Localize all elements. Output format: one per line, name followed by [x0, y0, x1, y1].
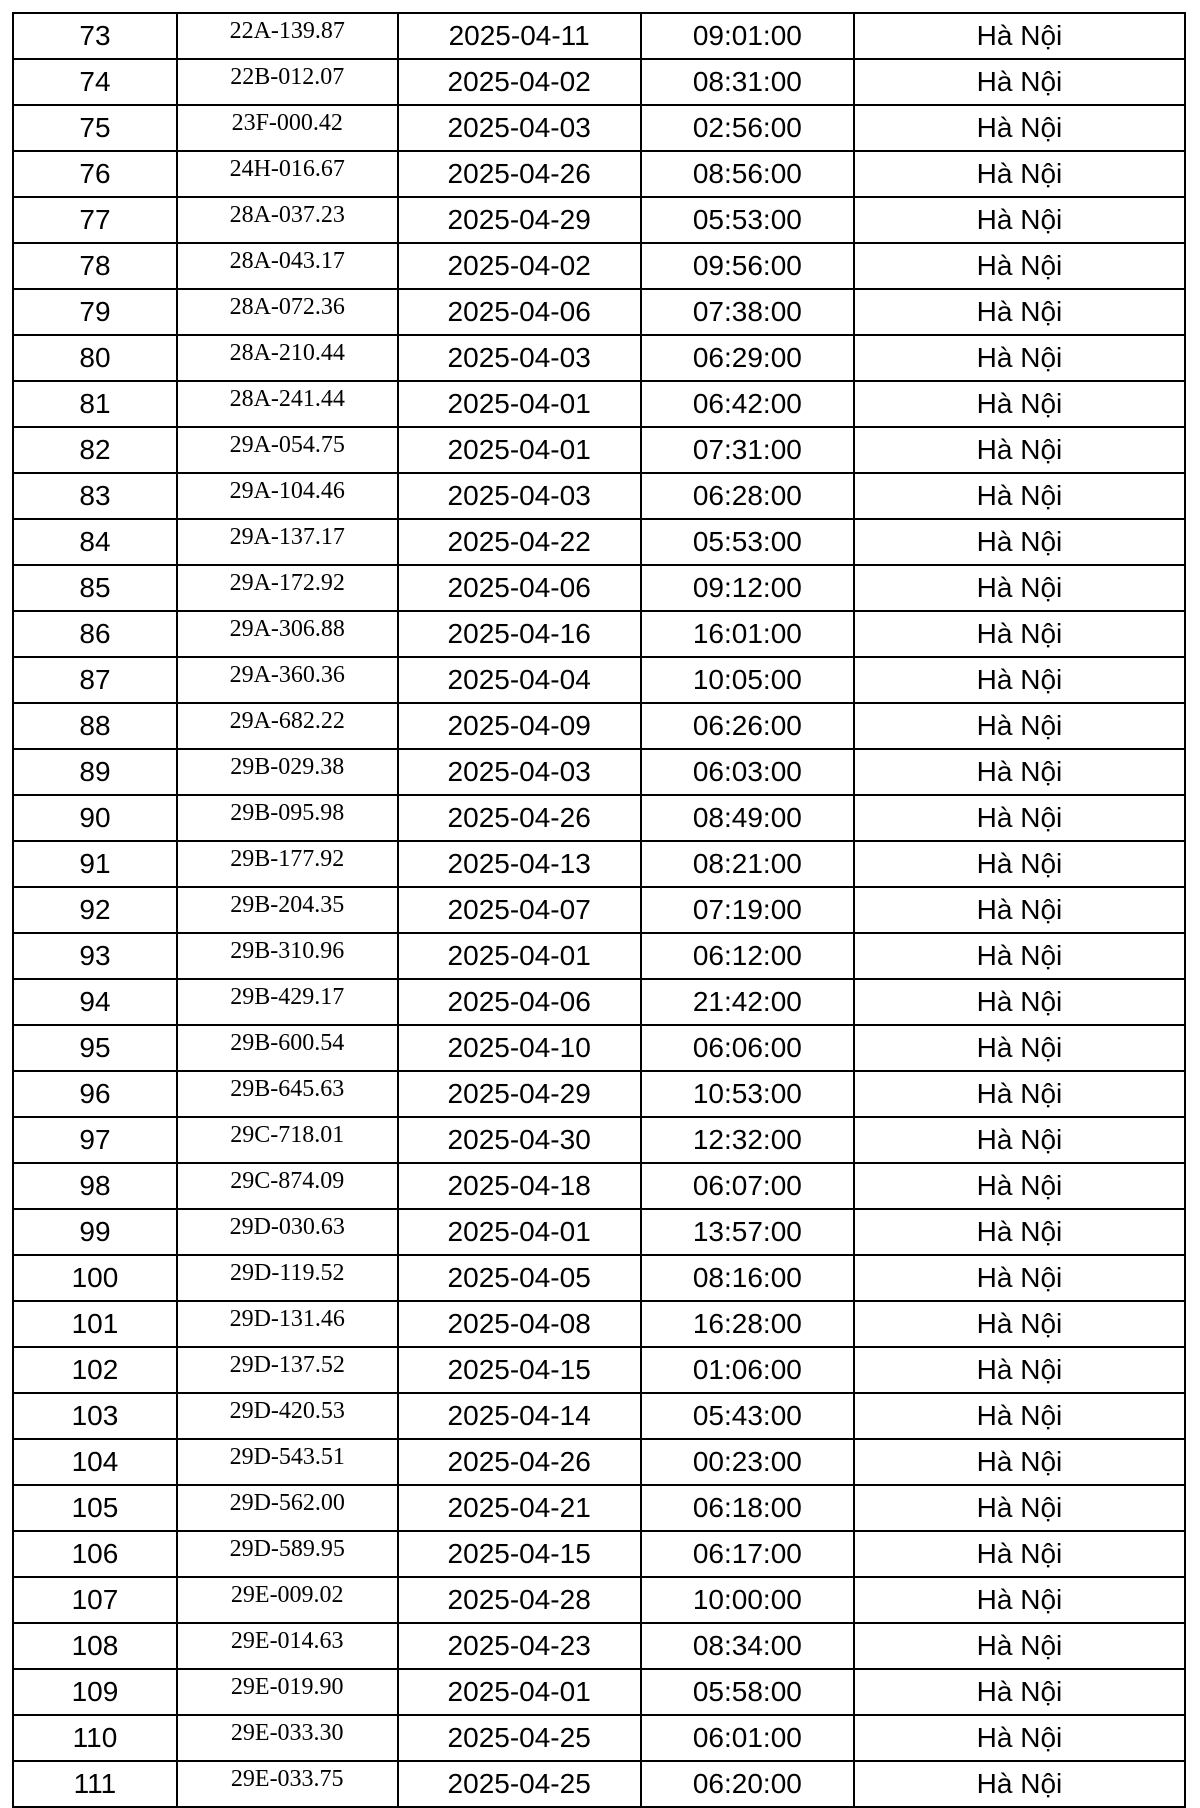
time-cell: 06:29:00: [641, 335, 854, 381]
time-cell: 06:18:00: [641, 1485, 854, 1531]
table-row: [13, 1117, 1185, 1163]
time-cell: 06:20:00: [641, 1761, 854, 1807]
row-number-cell: 86: [13, 611, 177, 657]
location-cell: Hà Nội: [854, 565, 1185, 611]
row-number-cell: 109: [13, 1669, 177, 1715]
location-cell: Hà Nội: [854, 473, 1185, 519]
row-number-cell: 82: [13, 427, 177, 473]
license-plate-cell: 29B-310.96: [177, 933, 398, 979]
location-cell: Hà Nội: [854, 13, 1185, 59]
date-cell: 2025-04-26: [398, 1439, 641, 1485]
table-row: [13, 1485, 1185, 1531]
time-cell: 06:06:00: [641, 1025, 854, 1071]
location-cell: Hà Nội: [854, 979, 1185, 1025]
table-row: [13, 749, 1185, 795]
row-number-cell: 104: [13, 1439, 177, 1485]
license-plate-cell: 28A-241.44: [177, 381, 398, 427]
table-row: [13, 887, 1185, 933]
location-cell: Hà Nội: [854, 1623, 1185, 1669]
date-cell: 2025-04-03: [398, 335, 641, 381]
location-cell: Hà Nội: [854, 1761, 1185, 1807]
date-cell: 2025-04-08: [398, 1301, 641, 1347]
row-number-cell: 110: [13, 1715, 177, 1761]
license-plate-cell: 29B-029.38: [177, 749, 398, 795]
location-cell: Hà Nội: [854, 1531, 1185, 1577]
row-number-cell: 95: [13, 1025, 177, 1071]
date-cell: 2025-04-02: [398, 59, 641, 105]
time-cell: 09:01:00: [641, 13, 854, 59]
time-cell: 08:16:00: [641, 1255, 854, 1301]
date-cell: 2025-04-06: [398, 565, 641, 611]
date-cell: 2025-04-06: [398, 979, 641, 1025]
row-number-cell: 74: [13, 59, 177, 105]
table-row: [13, 105, 1185, 151]
date-cell: 2025-04-01: [398, 933, 641, 979]
time-cell: 07:31:00: [641, 427, 854, 473]
license-plate-cell: 29A-682.22: [177, 703, 398, 749]
date-cell: 2025-04-01: [398, 1669, 641, 1715]
row-number-cell: 102: [13, 1347, 177, 1393]
time-cell: 06:17:00: [641, 1531, 854, 1577]
license-plate-cell: 29B-600.54: [177, 1025, 398, 1071]
row-number-cell: 87: [13, 657, 177, 703]
time-cell: 06:12:00: [641, 933, 854, 979]
license-plate-cell: 29E-033.30: [177, 1715, 398, 1761]
time-cell: 06:07:00: [641, 1163, 854, 1209]
table-row: [13, 1163, 1185, 1209]
location-cell: Hà Nội: [854, 795, 1185, 841]
row-number-cell: 78: [13, 243, 177, 289]
date-cell: 2025-04-05: [398, 1255, 641, 1301]
location-cell: Hà Nội: [854, 335, 1185, 381]
row-number-cell: 103: [13, 1393, 177, 1439]
table-row: [13, 795, 1185, 841]
license-plate-cell: 29D-420.53: [177, 1393, 398, 1439]
row-number-cell: 101: [13, 1301, 177, 1347]
row-number-cell: 80: [13, 335, 177, 381]
row-number-cell: 73: [13, 13, 177, 59]
license-plate-cell: 22B-012.07: [177, 59, 398, 105]
location-cell: Hà Nội: [854, 1163, 1185, 1209]
time-cell: 05:53:00: [641, 519, 854, 565]
row-number-cell: 83: [13, 473, 177, 519]
license-plate-cell: 29B-429.17: [177, 979, 398, 1025]
date-cell: 2025-04-14: [398, 1393, 641, 1439]
table-row: [13, 1761, 1185, 1807]
location-cell: Hà Nội: [854, 933, 1185, 979]
date-cell: 2025-04-28: [398, 1577, 641, 1623]
table-row: [13, 1071, 1185, 1117]
date-cell: 2025-04-03: [398, 473, 641, 519]
row-number-cell: 77: [13, 197, 177, 243]
table-row: [13, 841, 1185, 887]
location-cell: Hà Nội: [854, 1577, 1185, 1623]
time-cell: 09:56:00: [641, 243, 854, 289]
time-cell: 10:05:00: [641, 657, 854, 703]
license-plate-cell: 29C-874.09: [177, 1163, 398, 1209]
license-plate-cell: 29E-019.90: [177, 1669, 398, 1715]
table-row: [13, 565, 1185, 611]
row-number-cell: 97: [13, 1117, 177, 1163]
table-row: [13, 473, 1185, 519]
license-plate-cell: 29A-172.92: [177, 565, 398, 611]
license-plate-cell: 29E-033.75: [177, 1761, 398, 1807]
time-cell: 01:06:00: [641, 1347, 854, 1393]
date-cell: 2025-04-26: [398, 795, 641, 841]
date-cell: 2025-04-18: [398, 1163, 641, 1209]
table-row: [13, 1209, 1185, 1255]
row-number-cell: 94: [13, 979, 177, 1025]
table-row: [13, 289, 1185, 335]
table-row: [13, 1577, 1185, 1623]
location-cell: Hà Nội: [854, 243, 1185, 289]
location-cell: Hà Nội: [854, 519, 1185, 565]
location-cell: Hà Nội: [854, 1439, 1185, 1485]
date-cell: 2025-04-01: [398, 381, 641, 427]
license-plate-cell: 29E-014.63: [177, 1623, 398, 1669]
location-cell: Hà Nội: [854, 1485, 1185, 1531]
date-cell: 2025-04-10: [398, 1025, 641, 1071]
license-plate-cell: 23F-000.42: [177, 105, 398, 151]
location-cell: Hà Nội: [854, 1301, 1185, 1347]
time-cell: 10:53:00: [641, 1071, 854, 1117]
license-plate-cell: 29D-030.63: [177, 1209, 398, 1255]
table-row: [13, 59, 1185, 105]
date-cell: 2025-04-04: [398, 657, 641, 703]
license-plate-cell: 29B-204.35: [177, 887, 398, 933]
license-plate-cell: 22A-139.87: [177, 13, 398, 59]
location-cell: Hà Nội: [854, 381, 1185, 427]
row-number-cell: 111: [13, 1761, 177, 1807]
location-cell: Hà Nội: [854, 59, 1185, 105]
license-plate-cell: 29D-543.51: [177, 1439, 398, 1485]
table-row: [13, 1025, 1185, 1071]
date-cell: 2025-04-25: [398, 1761, 641, 1807]
row-number-cell: 108: [13, 1623, 177, 1669]
violations-table: [12, 12, 1186, 1808]
table-row: [13, 519, 1185, 565]
date-cell: 2025-04-11: [398, 13, 641, 59]
time-cell: 02:56:00: [641, 105, 854, 151]
time-cell: 08:21:00: [641, 841, 854, 887]
license-plate-cell: 29A-054.75: [177, 427, 398, 473]
license-plate-cell: 29A-137.17: [177, 519, 398, 565]
row-number-cell: 96: [13, 1071, 177, 1117]
time-cell: 06:03:00: [641, 749, 854, 795]
time-cell: 06:26:00: [641, 703, 854, 749]
time-cell: 06:28:00: [641, 473, 854, 519]
time-cell: 07:38:00: [641, 289, 854, 335]
date-cell: 2025-04-06: [398, 289, 641, 335]
license-plate-cell: 29B-177.92: [177, 841, 398, 887]
date-cell: 2025-04-15: [398, 1531, 641, 1577]
license-plate-cell: 29A-104.46: [177, 473, 398, 519]
date-cell: 2025-04-01: [398, 427, 641, 473]
row-number-cell: 105: [13, 1485, 177, 1531]
location-cell: Hà Nội: [854, 151, 1185, 197]
date-cell: 2025-04-01: [398, 1209, 641, 1255]
row-number-cell: 92: [13, 887, 177, 933]
location-cell: Hà Nội: [854, 105, 1185, 151]
date-cell: 2025-04-29: [398, 197, 641, 243]
license-plate-cell: 29C-718.01: [177, 1117, 398, 1163]
license-plate-cell: 29D-562.00: [177, 1485, 398, 1531]
location-cell: Hà Nội: [854, 1669, 1185, 1715]
time-cell: 16:28:00: [641, 1301, 854, 1347]
table-row: [13, 13, 1185, 59]
time-cell: 07:19:00: [641, 887, 854, 933]
location-cell: Hà Nội: [854, 887, 1185, 933]
time-cell: 08:49:00: [641, 795, 854, 841]
time-cell: 08:34:00: [641, 1623, 854, 1669]
table-row: [13, 197, 1185, 243]
table-row: [13, 611, 1185, 657]
table-row: [13, 1531, 1185, 1577]
table-row: [13, 979, 1185, 1025]
table-row: [13, 1439, 1185, 1485]
time-cell: 05:53:00: [641, 197, 854, 243]
date-cell: 2025-04-21: [398, 1485, 641, 1531]
row-number-cell: 88: [13, 703, 177, 749]
row-number-cell: 106: [13, 1531, 177, 1577]
license-plate-cell: 28A-043.17: [177, 243, 398, 289]
location-cell: Hà Nội: [854, 289, 1185, 335]
location-cell: Hà Nội: [854, 197, 1185, 243]
time-cell: 05:58:00: [641, 1669, 854, 1715]
date-cell: 2025-04-23: [398, 1623, 641, 1669]
row-number-cell: 100: [13, 1255, 177, 1301]
location-cell: Hà Nội: [854, 749, 1185, 795]
license-plate-cell: 29D-137.52: [177, 1347, 398, 1393]
date-cell: 2025-04-15: [398, 1347, 641, 1393]
date-cell: 2025-04-07: [398, 887, 641, 933]
row-number-cell: 98: [13, 1163, 177, 1209]
license-plate-cell: 28A-037.23: [177, 197, 398, 243]
row-number-cell: 76: [13, 151, 177, 197]
time-cell: 09:12:00: [641, 565, 854, 611]
table-row: [13, 1301, 1185, 1347]
license-plate-cell: 29D-131.46: [177, 1301, 398, 1347]
row-number-cell: 91: [13, 841, 177, 887]
license-plate-cell: 28A-210.44: [177, 335, 398, 381]
table-row: [13, 1623, 1185, 1669]
row-number-cell: 99: [13, 1209, 177, 1255]
location-cell: Hà Nội: [854, 1209, 1185, 1255]
time-cell: 08:31:00: [641, 59, 854, 105]
table-row: [13, 1255, 1185, 1301]
location-cell: Hà Nội: [854, 427, 1185, 473]
license-plate-cell: 29D-589.95: [177, 1531, 398, 1577]
date-cell: 2025-04-02: [398, 243, 641, 289]
time-cell: 06:42:00: [641, 381, 854, 427]
location-cell: Hà Nội: [854, 1117, 1185, 1163]
time-cell: 13:57:00: [641, 1209, 854, 1255]
time-cell: 00:23:00: [641, 1439, 854, 1485]
time-cell: 06:01:00: [641, 1715, 854, 1761]
row-number-cell: 85: [13, 565, 177, 611]
table-row: [13, 1393, 1185, 1439]
row-number-cell: 89: [13, 749, 177, 795]
row-number-cell: 79: [13, 289, 177, 335]
license-plate-cell: 29B-645.63: [177, 1071, 398, 1117]
row-number-cell: 81: [13, 381, 177, 427]
date-cell: 2025-04-22: [398, 519, 641, 565]
row-number-cell: 93: [13, 933, 177, 979]
license-plate-cell: 29D-119.52: [177, 1255, 398, 1301]
location-cell: Hà Nội: [854, 841, 1185, 887]
table-row: [13, 1715, 1185, 1761]
table-row: [13, 381, 1185, 427]
table-row: [13, 243, 1185, 289]
row-number-cell: 75: [13, 105, 177, 151]
location-cell: Hà Nội: [854, 657, 1185, 703]
date-cell: 2025-04-13: [398, 841, 641, 887]
location-cell: Hà Nội: [854, 1025, 1185, 1071]
date-cell: 2025-04-29: [398, 1071, 641, 1117]
date-cell: 2025-04-30: [398, 1117, 641, 1163]
table-row: [13, 933, 1185, 979]
date-cell: 2025-04-09: [398, 703, 641, 749]
time-cell: 08:56:00: [641, 151, 854, 197]
table-row: [13, 1669, 1185, 1715]
location-cell: Hà Nội: [854, 1347, 1185, 1393]
row-number-cell: 107: [13, 1577, 177, 1623]
location-cell: Hà Nội: [854, 1715, 1185, 1761]
location-cell: Hà Nội: [854, 703, 1185, 749]
time-cell: 16:01:00: [641, 611, 854, 657]
time-cell: 12:32:00: [641, 1117, 854, 1163]
time-cell: 05:43:00: [641, 1393, 854, 1439]
table-row: [13, 335, 1185, 381]
location-cell: Hà Nội: [854, 1393, 1185, 1439]
time-cell: 21:42:00: [641, 979, 854, 1025]
license-plate-cell: 29E-009.02: [177, 1577, 398, 1623]
location-cell: Hà Nội: [854, 1071, 1185, 1117]
table-row: [13, 1347, 1185, 1393]
license-plate-cell: 29A-360.36: [177, 657, 398, 703]
license-plate-cell: 28A-072.36: [177, 289, 398, 335]
location-cell: Hà Nội: [854, 611, 1185, 657]
date-cell: 2025-04-03: [398, 749, 641, 795]
table-row: [13, 657, 1185, 703]
row-number-cell: 84: [13, 519, 177, 565]
date-cell: 2025-04-16: [398, 611, 641, 657]
license-plate-cell: 24H-016.67: [177, 151, 398, 197]
table-row: [13, 703, 1185, 749]
row-number-cell: 90: [13, 795, 177, 841]
date-cell: 2025-04-03: [398, 105, 641, 151]
time-cell: 10:00:00: [641, 1577, 854, 1623]
license-plate-cell: 29B-095.98: [177, 795, 398, 841]
table-body: [13, 13, 1185, 1807]
location-cell: Hà Nội: [854, 1255, 1185, 1301]
table-row: [13, 151, 1185, 197]
table-row: [13, 427, 1185, 473]
date-cell: 2025-04-25: [398, 1715, 641, 1761]
date-cell: 2025-04-26: [398, 151, 641, 197]
license-plate-cell: 29A-306.88: [177, 611, 398, 657]
